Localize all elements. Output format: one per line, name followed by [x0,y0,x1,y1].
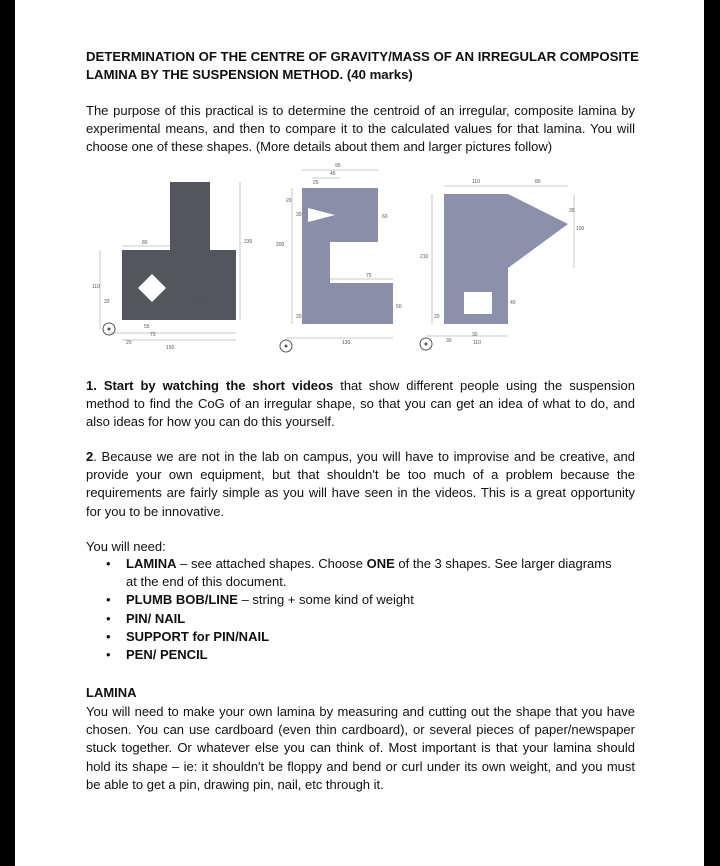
step1-paragraph [86,377,635,432]
list-item: • SUPPORT for PIN/NAIL [106,628,270,644]
step2-bold: 2 [86,449,94,464]
shape3-dim-3: 30 [569,208,575,214]
needs-item-4-bold: SUPPORT for PIN/NAIL [126,628,270,644]
shape1-dim-4: 33 [104,299,110,305]
shape3-diagram [420,179,585,350]
shape1-dim-6: 40 [204,299,210,305]
shape3-dim-9: 30 [472,332,478,338]
shape-diagrams [90,158,610,358]
step2-paragraph [86,448,635,521]
shape3-dim-6: 40 [510,300,516,306]
shape2-dim-3: 25 [313,180,319,186]
needs-list [104,555,624,664]
list-item: • PEN/ PENCIL [106,647,208,663]
shape2-dim-11: 130 [342,340,351,346]
shape2-dim-9: 50 [396,304,402,310]
shape3-dim-10: 110 [473,340,481,346]
shape2-dim-5: 30 [296,212,302,218]
shape2-dim-7: 200 [276,242,285,248]
needs-item-1-bold: LAMINA [126,556,177,571]
shape3-dim-7: 20 [434,314,440,320]
document-title: DETERMINATION OF THE CENTRE OF GRAVITY/MASS OF AN IRREGULAR COMPOSITE LAMINA BY THE SUSPENSION METHOD. (40 marks) [86,49,639,82]
shape1-dim-1: 80 [142,240,148,246]
shape2-dim-6: 60 [382,214,388,220]
shape2-dim-1: 95 [335,163,341,169]
shape2-dim-4: 20 [286,198,292,204]
intro-paragraph: The purpose of this practical is to determine the centroid of an irregular, composite lamina by experimental means, and then to compare it to the calculated values for that lamina. You will choose one of these shapes. (More details about them and larger pictures follow) [86,103,635,155]
shape1-diagram [92,182,253,351]
step1-text: that show different people using the suspension method to find the CoG of an irregular shape, so that you can get an idea of what to do, and also ideas for how you can do this yourself. [86,378,635,430]
shape2-dim-10: 20 [296,314,302,320]
shape3-dim-4: 100 [576,226,585,232]
list-item: • LAMINA – see attached shapes. Choose ONE of the 3 shapes. See larger diagrams at the end of this document. [106,556,612,590]
shape1-dim-7: 55 [144,324,150,330]
needs-item-5-bold: PEN/ PENCIL [126,647,208,663]
shape1-dim-9: 20 [126,340,132,346]
shape1-dim-10: 150 [166,345,175,351]
shape3-dim-2: 80 [535,179,541,185]
step2-text: . Because we are not in the lab on campus, you will have to improvise and be creative, and provide your own equipment, but that shouldn't be too much of a problem because the requirements are fairly simple as you will have seen in the videos. This is a great opportunity for you to be innovative. [86,449,635,519]
needs-item-1-text: – see attached shapes. Choose [176,556,367,571]
document-page [15,0,704,866]
needs-item-1-bold2: ONE [366,556,395,571]
needs-item-2-text: – string + some kind of weight [237,592,414,608]
shape1-dim-3: 110 [92,284,100,290]
needs-item-1-text2: of the 3 shapes. See larger diagrams at the end of this document. [126,556,612,590]
list-item: • PLUMB BOB/LINE – string + some kind of weight [106,592,414,608]
step1-bold: 1. Start by watching the short videos [86,378,334,393]
needs-heading: You will need: [86,539,166,554]
lamina-paragraph: You will need to make your own lamina by measuring and cutting out the shape that you have chosen. You can use cardboard (even thin cardboard), or several pieces of paper/newspaper stuck together. Or whatever else you can think of. Most important is that your lamina should hold its shape – ie: it shouldn't be floppy and bend or curl under its own weight, and you must be able to get a pin, drawing pin, nail, etc through it. [86,704,635,792]
needs-item-2-bold: PLUMB BOB/LINE [126,592,238,608]
shape1-dim-5: 30 [194,299,200,305]
shape3-dim-1: 110 [472,179,480,185]
needs-item-3-bold: PIN/ NAIL [126,610,186,626]
lamina-heading: LAMINA [86,685,137,700]
list-item: • PIN/ NAIL [106,610,186,626]
shape3-dim-8: 30 [446,338,452,344]
shape2-dim-8: 75 [366,273,372,279]
shape1-dim-8: 70 [150,332,156,338]
shape3-dim-5: 210 [420,254,429,260]
shape2-diagram [276,163,402,352]
shape1-dim-2: 230 [244,239,253,245]
shape2-dim-2: 45 [330,171,336,177]
